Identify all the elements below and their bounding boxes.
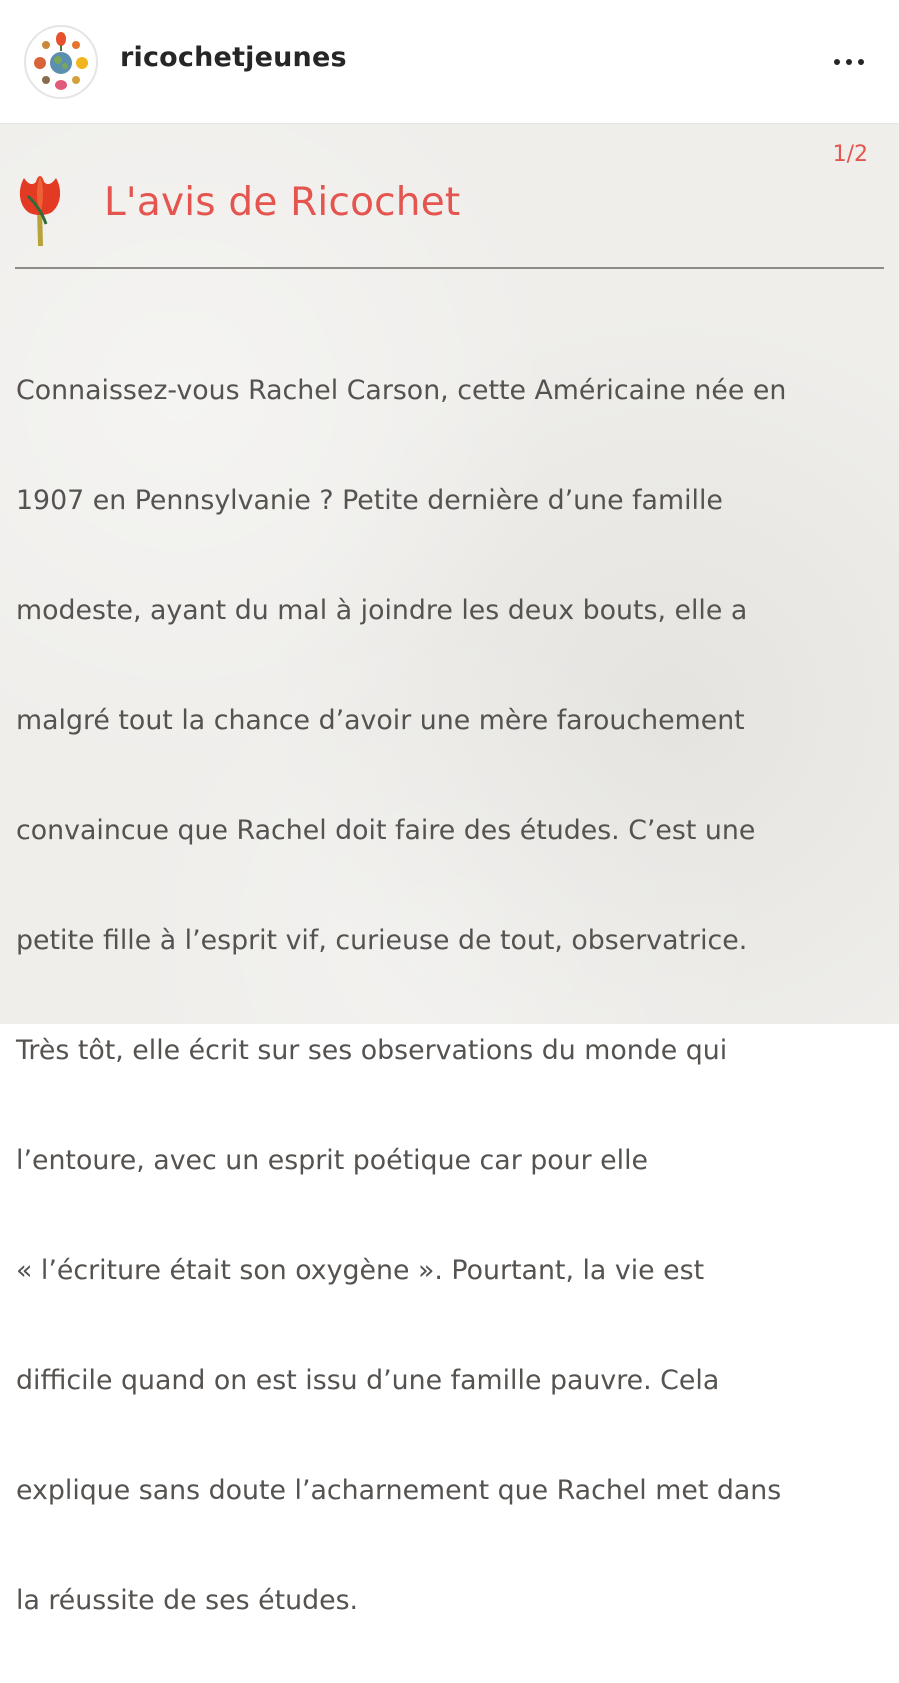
review-body <box>16 308 891 1683</box>
review-line: 1907 en Pennsylvanie ? Petite dernière d’une famille <box>16 485 723 516</box>
review-line: malgré tout la chance d’avoir une mère farouchement <box>16 705 745 736</box>
tulip-icon <box>14 168 66 248</box>
review-line: l’entoure, avec un esprit poétique car pour elle <box>16 1145 649 1176</box>
review-line: « l’écriture était son oxygène ». Pourtant, la vie est <box>16 1255 705 1286</box>
review-line: convaincue que Rachel doit faire des études. C’est une <box>16 815 756 846</box>
review-line: la réussite de ses études. <box>16 1585 359 1616</box>
divider <box>15 267 884 269</box>
post-image <box>0 124 899 1616</box>
section-title: L'avis de Ricochet <box>104 180 461 225</box>
review-line: Très tôt, elle écrit sur ses observations du monde qui <box>16 1035 728 1066</box>
review-line: difficile quand on est issu d’une famille pauvre. Cela <box>16 1365 720 1396</box>
page-indicator: 1/2 <box>832 142 868 167</box>
more-dot <box>858 59 864 65</box>
post-header <box>0 0 899 124</box>
more-dot <box>834 59 840 65</box>
more-options-icon[interactable] <box>829 44 869 80</box>
username[interactable]: ricochetjeunes <box>120 42 347 73</box>
review-line: Connaissez-vous Rachel Carson, cette Américaine née en <box>16 375 787 406</box>
ricochet-logo-icon <box>26 27 96 97</box>
more-dot <box>846 59 852 65</box>
avatar[interactable] <box>24 25 98 99</box>
review-line: petite fille à l’esprit vif, curieuse de tout, observatrice. <box>16 925 748 956</box>
review-line: explique sans doute l’acharnement que Rachel met dans <box>16 1475 782 1506</box>
review-line: modeste, ayant du mal à joindre les deux bouts, elle a <box>16 595 748 626</box>
